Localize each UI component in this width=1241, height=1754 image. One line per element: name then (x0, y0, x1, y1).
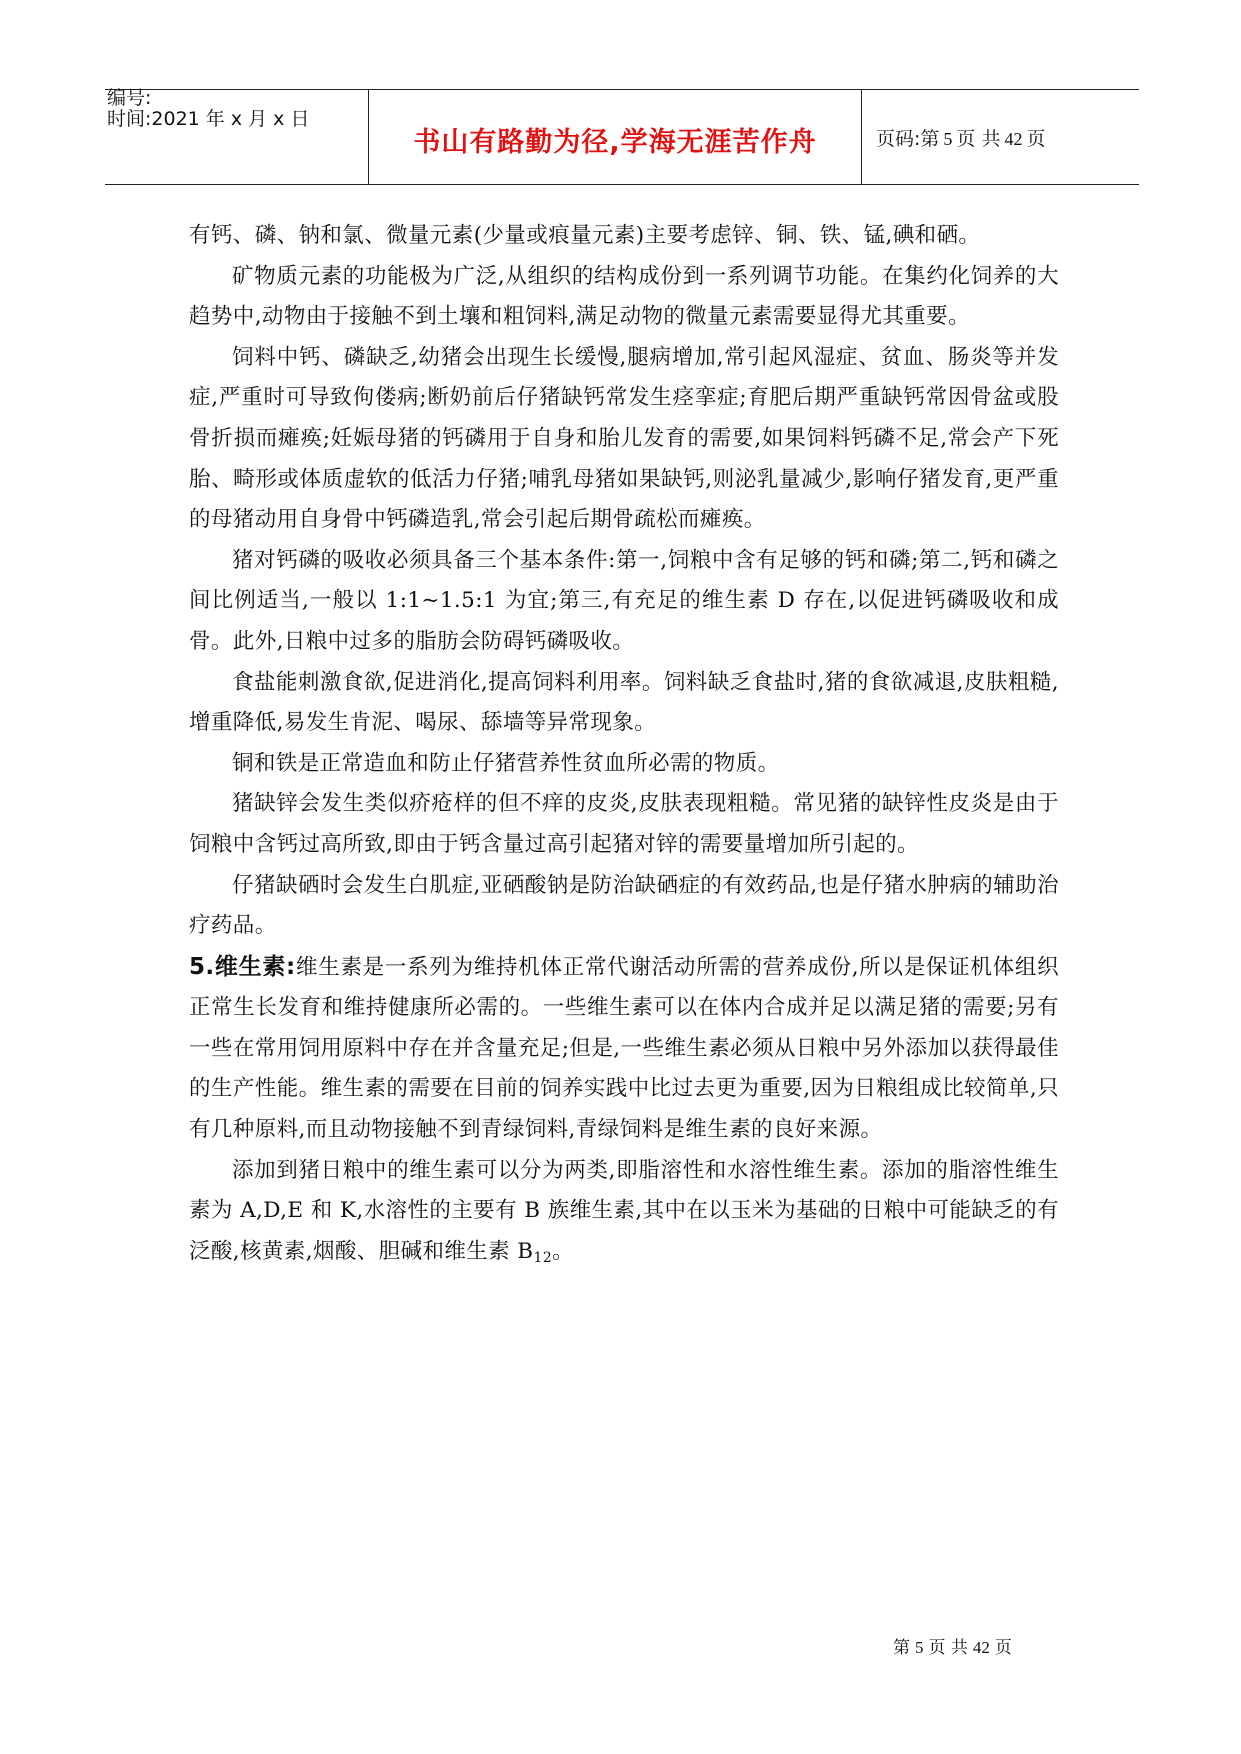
page-code (876, 124, 1045, 151)
footer-prefix: 第 (893, 1638, 910, 1658)
header-info-cell (105, 87, 369, 184)
paragraph: 猪对钙磷的吸收必须具备三个基本条件:第一,饲粮中含有足够的钙和磷;第二,钙和磷之间比例适当,一般以 1:1~1.5:1 为宜;第三,有充足的维生素 D 存在,以促进钙磷吸收和成骨。此外,日粮中过多的脂肪会防碍钙磷吸收。 (189, 547, 1059, 654)
paragraph: 仔猪缺硒时会发生白肌症,亚硒酸钠是防治缺硒症的有效药品,也是仔猪水肿病的辅助治疗药品。 (189, 872, 1059, 939)
paragraph: 有钙、磷、钠和氯、微量元素(少量或痕量元素)主要考虑锌、铜、铁、锰,碘和硒。 (189, 223, 981, 248)
section-5-paragraph (189, 947, 1059, 1151)
date-label: 时间:2021 年 x 月 x 日 (107, 108, 310, 130)
footer-total-pages: 42 (972, 1638, 990, 1657)
footer-current-page: 5 (915, 1638, 924, 1657)
header-page-cell (862, 90, 1139, 184)
footer-suffix: 页 (994, 1638, 1012, 1658)
motto: 书山有路勤为径,学海无涯苦作舟 (413, 127, 817, 158)
page-code-middle: 页 共 (956, 128, 1001, 150)
section-text: 维生素是一系列为维持机体正常代谢活动所需的营养成份,所以是保证机体组织正常生长发育和维持健康所必需的。一些维生素可以在体内合成并足以满足猪的需要;另有一些在常用饲用原料中存在并含量充足;但是,一些维生素必须从日粮中另外添加以获得最佳的生产性能。维生素的需要在目前的饲养实践中比过去更为重要,因为日粮组成比较简单,只有几种原料,而且动物接触不到青绿饲料,青绿饲料是维生素的良好来源。 (189, 954, 1059, 1143)
vitamin-subscript: 12 (533, 1249, 553, 1266)
page-footer (893, 1633, 1012, 1658)
paragraph: 饲料中钙、磷缺乏,幼猪会出现生长缓慢,腿病增加,常引起风湿症、贫血、肠炎等并发症,严重时可导致佝偻病;断奶前后仔猪缺钙常发生痉挛症;育肥后期严重缺钙常因骨盆或股骨折损而瘫痪;妊娠母猪的钙磷用于自身和胎儿发育的需要,如果饲料钙磷不足,常会产下死胎、畸形或体质虚软的低活力仔猪;哺乳母猪如果缺钙,则泌乳量减少,影响仔猪发育,更严重的母猪动用自身骨中钙磷造乳,常会引起后期骨疏松而瘫痪。 (189, 344, 1059, 533)
paragraph: 铜和铁是正常造血和防止仔猪营养性贫血所必需的物质。 (232, 750, 780, 776)
paragraph (189, 1151, 1059, 1273)
paragraph: 食盐能刺激食欲,促进消化,提高饲料利用率。饲料缺乏食盐时,猪的食欲减退,皮肤粗糙,增重降低,易发生肯泥、喝尿、舔墙等异常现象。 (189, 669, 1059, 736)
document-header (105, 89, 1139, 185)
page-code-total: 42 (1004, 129, 1023, 149)
page-code-current: 5 (943, 129, 953, 149)
document-body (189, 216, 1059, 1272)
paragraph: 矿物质元素的功能极为广泛,从组织的结构成份到一系列调节功能。在集约化饲养的大趋势中,动物由于接触不到土壤和粗饲料,满足动物的微量元素需要显得尤其重要。 (189, 263, 1059, 330)
section-heading: 5.维生素: (189, 953, 296, 980)
paragraph: 猪缺锌会发生类似疥疮样的但不痒的皮炎,皮肤表现粗糙。常见猪的缺锌性皮炎是由于饲粮中含钙过高所致,即由于钙含量过高引起猪对锌的需要量增加所引起的。 (189, 791, 1059, 857)
paragraph-text: 添加到猪日粮中的维生素可以分为两类,即脂溶性和水溶性维生素。添加的脂溶性维生素为 A,D,E 和 K,水溶性的主要有 B 族维生素,其中在以玉米为基础的日粮中可能缺乏的有泛酸,核黄素,烟酸、胆碱和维生素 B (189, 1157, 1059, 1264)
page-code-suffix: 页 (1026, 128, 1046, 150)
serial-number-label: 编号: (107, 87, 152, 109)
page-code-prefix: 页码:第 (876, 128, 940, 150)
paragraph-end: 。 (552, 1238, 575, 1264)
footer-middle: 页 共 (928, 1638, 968, 1658)
header-motto-cell (369, 90, 862, 184)
